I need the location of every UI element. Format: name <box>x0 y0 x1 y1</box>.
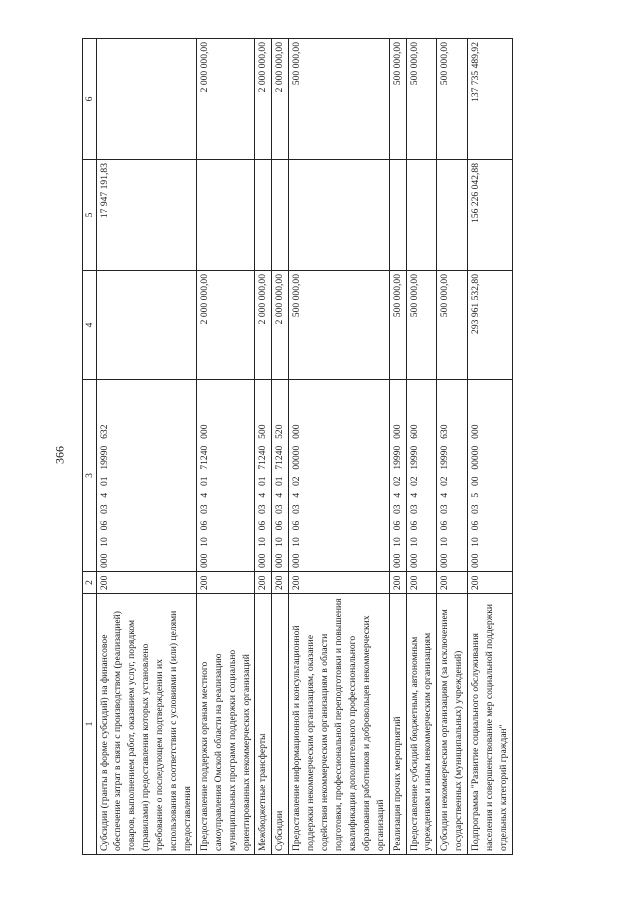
amount-col-5 <box>255 160 272 271</box>
header-row <box>83 39 97 855</box>
amount-col-5 <box>289 160 389 271</box>
admin-code: 200 <box>272 572 289 594</box>
amount-col-4: 2 000 000,00 <box>255 271 272 380</box>
admin-code: 200 <box>389 572 406 594</box>
table-row <box>255 39 272 855</box>
amount-col-5 <box>272 160 289 271</box>
column-header: 5 <box>83 160 97 271</box>
budget-classification-code: 000 10 06 03 5 00 00000 000 <box>468 380 513 572</box>
amount-col-5: 156 226 042,88 <box>468 160 513 271</box>
budget-table <box>82 38 513 855</box>
budget-classification-code: 000 10 06 03 4 01 71240 520 <box>272 380 289 572</box>
column-header: 3 <box>83 380 97 572</box>
table-row <box>272 39 289 855</box>
page-number: 366 <box>52 446 67 464</box>
row-name: Субсидии некоммерческим организациям (за исключением государственных (муниципальных) учреждений) <box>437 594 468 855</box>
admin-code: 200 <box>96 572 196 594</box>
amount-col-4: 500 000,00 <box>289 271 389 380</box>
admin-code: 200 <box>196 572 255 594</box>
table-row <box>196 39 255 855</box>
table-row <box>437 39 468 855</box>
amount-col-5 <box>389 160 406 271</box>
budget-classification-code: 000 10 06 03 4 02 00000 000 <box>289 380 389 572</box>
amount-col-4: 500 000,00 <box>406 271 437 380</box>
row-name: Субсидии (гранты в форме субсидий) на финансовое обеспечение затрат в связи с производством (реализацией) товаров, выполнением работ, оказанием услуг, порядком (правилами) предоставления которых установлено требование о последующем подтверждении их использования в соответствии с условиями и (или) целями предоставления <box>96 594 196 855</box>
table-row <box>96 39 196 855</box>
budget-classification-code: 000 10 06 03 4 01 19990 632 <box>96 380 196 572</box>
amount-col-4: 293 961 532,80 <box>468 271 513 380</box>
admin-code: 200 <box>255 572 272 594</box>
amount-col-5 <box>437 160 468 271</box>
budget-classification-code: 000 10 06 03 4 02 19990 630 <box>437 380 468 572</box>
amount-col-4: 500 000,00 <box>437 271 468 380</box>
amount-col-6: 2 000 000,00 <box>272 39 289 160</box>
amount-col-6: 500 000,00 <box>289 39 389 160</box>
row-name: Субсидии <box>272 594 289 855</box>
column-header: 1 <box>83 594 97 855</box>
budget-classification-code: 000 10 06 03 4 02 19990 600 <box>406 380 437 572</box>
row-name: Реализация прочих мероприятий <box>389 594 406 855</box>
row-name: Предоставление информационной и консультационной поддержки некоммерческим организациям, оказание содействия некоммерческим организациям в области подготовки, профессиональной переподготовки и повышения квалификации дополнительного профессионального образования работников и добровольцев некоммерческих организаций <box>289 594 389 855</box>
column-header: 6 <box>83 39 97 160</box>
column-header: 4 <box>83 271 97 380</box>
admin-code: 200 <box>437 572 468 594</box>
amount-col-6: 500 000,00 <box>389 39 406 160</box>
amount-col-6: 2 000 000,00 <box>196 39 255 160</box>
table-row <box>289 39 389 855</box>
admin-code: 200 <box>406 572 437 594</box>
amount-col-5 <box>196 160 255 271</box>
row-name: Предоставление поддержки органам местного самоуправления Омской области на реализацию муниципальных программ поддержки социально ориентированных некоммерческих организаций <box>196 594 255 855</box>
admin-code: 200 <box>468 572 513 594</box>
admin-code: 200 <box>289 572 389 594</box>
amount-col-5: 17 947 191,83 <box>96 160 196 271</box>
table-row <box>406 39 437 855</box>
amount-col-6: 500 000,00 <box>437 39 468 160</box>
amount-col-6: 137 735 489,92 <box>468 39 513 160</box>
budget-classification-code: 000 10 06 03 4 01 71240 500 <box>255 380 272 572</box>
amount-col-4: 500 000,00 <box>389 271 406 380</box>
amount-col-4: 2 000 000,00 <box>272 271 289 380</box>
table-row <box>389 39 406 855</box>
amount-col-4 <box>96 271 196 380</box>
amount-col-5 <box>406 160 437 271</box>
budget-classification-code: 000 10 06 03 4 02 19990 000 <box>389 380 406 572</box>
amount-col-6 <box>96 39 196 160</box>
row-name: Подпрограмма "Развитие социального обслуживания населения и совершенствование мер социальной поддержки отдельных категорий граждан" <box>468 594 513 855</box>
column-header: 2 <box>83 572 97 594</box>
row-name: Межбюджетные трансферты <box>255 594 272 855</box>
amount-col-6: 2 000 000,00 <box>255 39 272 160</box>
rotated-table-page <box>82 39 618 855</box>
amount-col-4: 2 000 000,00 <box>196 271 255 380</box>
row-name: Предоставление субсидий бюджетным, автономным учреждениям и иным некоммерческим организациям <box>406 594 437 855</box>
table-row <box>468 39 513 855</box>
amount-col-6: 500 000,00 <box>406 39 437 160</box>
budget-classification-code: 000 10 06 03 4 01 71240 000 <box>196 380 255 572</box>
